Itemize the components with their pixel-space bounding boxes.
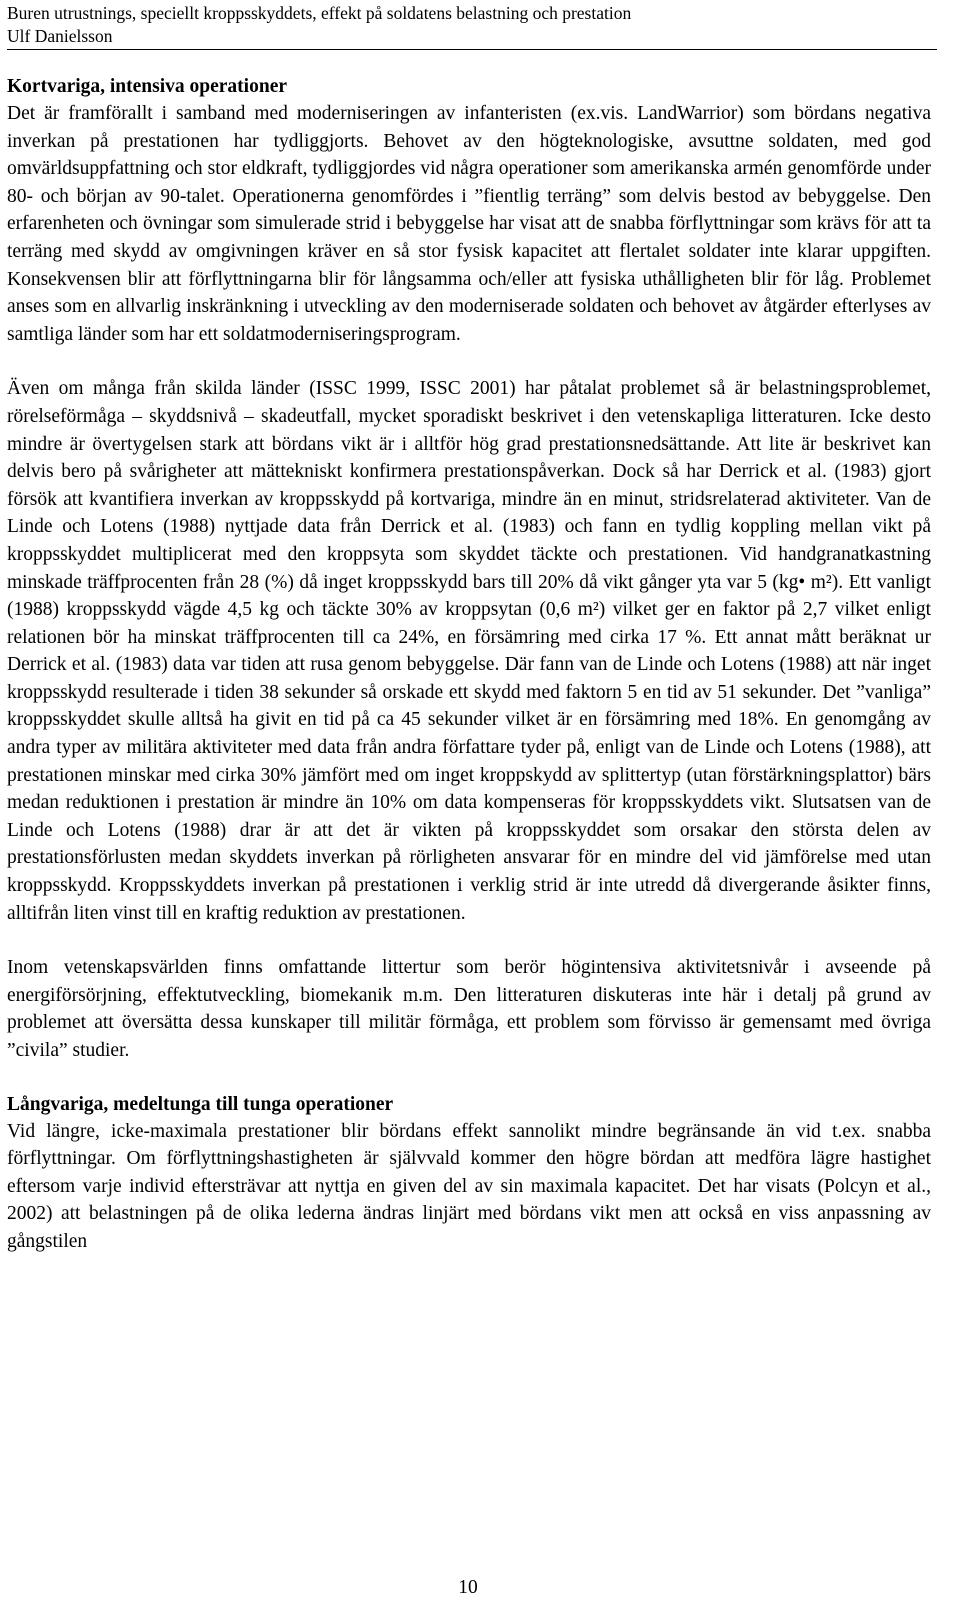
paragraph-body-armour-effects: Även om många från skilda länder (ISSC 1999, ISSC 2001) har påtalat problemet så är belastningsproblemet, rörelseförmåga – skyddsnivå – skadeutfall, mycket sporadiskt beskrivet i den vetenskapliga litteraturen. Icke desto mindre är övertygelsen stark att bördans vikt är i alltför hög grad prestationsnedsättande. Att lite är beskrivet kan delvis bero på svårigheter att mättekniskt konfirmera prestationspåverkan. Dock så har Derrick et al. (1983) gjort försök att kvantifiera inverkan av kroppsskydd på kortvariga, mindre än en minut, stridsrelaterad aktiviteter. Van de Linde och Lotens (1988) nyttjade data från Derrick et al. (1983) och fann en tydlig koppling mellan vikt på kroppsskyddet multiplicerat med den kroppsyta som skyddet täckte och prestationen. Vid handgranatkastning minskade träffprocenten från 28 (%) då inget kroppsskydd bars till 20% då vikt gånger yta var 5 (kg• m²). Ett vanligt (1988) kroppsskydd vägde 4,5 kg och täckte 30% av kroppsytan (0,6 m²) vilket ger en faktor på 2,7 vilket enligt relationen bör ha minskat träffprocenten till ca 24%, en försämring med cirka 17 %. Ett annat mått beräknat ur Derrick et al. (1983) data var tiden att rusa genom bebyggelse. Där fann van de Linde och Lotens (1988) att när inget kroppsskydd resulterade i tiden 38 sekunder så orskade ett skydd med faktorn 5 en tid av 51 sekunder. Det ”vanliga” kroppsskyddet skulle alltså ha givit en tid på ca 45 sekunder vilket är en försämring med 18%. En genomgång av andra typer av militära aktiviteter med data från andra författare tyder på, enligt van de Linde och Lotens (1988), att prestationen minskar med cirka 30% jämfört med om inget kroppskydd av splittertyp (utan förstärkningsplattor) bärs medan reduktionen i prestation är mindre än 10% om data kompenseras för kroppsskyddets vikt. Slutsatsen van de Linde och Lotens (1988) drar är att det är vikten på kroppsskyddet som orsakar den största delen av prestationsförlusten medan skyddets inverkan på rörligheten ansvarar för en mindre del vid jämförelse med utan kroppsskydd. Kroppsskyddets inverkan på prestationen i verklig strid är inte utredd då divergerande åsikter finns, alltifrån liten vinst till en kraftig reduktion av prestationen. bbox=[7, 378, 931, 924]
paragraph-scientific-literature: Inom vetenskapsvärlden finns omfattande littertur som berör högintensiva aktivitetsnivår i avseende på energiförsörjning, effektutveckling, biomekanik m.m. Den litteraturen diskuteras inte här i detalj på grund av problemet att översätta dessa kunskaper till militär förmåga, ett problem som förvisso är gemensamt med övriga ”civila” studier. bbox=[7, 957, 931, 1061]
document-author: Ulf Danielsson bbox=[7, 26, 113, 46]
running-header bbox=[7, 2, 947, 48]
section-heading-long-operations: Långvariga, medeltunga till tunga operationer bbox=[7, 1093, 394, 1115]
paragraph-long-operations: Vid längre, icke-maximala prestationer blir bördans effekt sannolikt mindre begränsande än vid t.ex. snabba förflyttningar. Om förflyttningshastigheten är självvald kommer den högre bördan att medföra lägre hastighet eftersom varje individ eftersträvar att nyttja en given del av sin maximala kapacitet. Det har visats (Polcyn et al., 2002) att belastningen på de olika lederna ändras linjärt med bördans vikt men att också en viss anpassning av gångstilen bbox=[7, 1120, 931, 1252]
paragraph-modernisation: Det är framförallt i samband med moderniseringen av infanteristen (ex.vis. LandWarrior) som bördans negativa inverkan på prestationen har tydliggjorts. Behovet av den högteknologiske, avsuttne soldaten, med god omvärldsuppfattning och stor eldkraft, tydliggjordes vid några operationer som amerikanska armén genomförde under 80- och början av 90-talet. Operationerna genomfördes i ”fientlig terräng” som delvis bestod av bebyggelse. Den erfarenheten och övningar som simulerade strid i bebyggelse har visat att de snabba förflyttningar som krävs för att ta terräng med skydd av omgivningen kräver en så stor fysisk kapacitet att flertalet soldater inte klarar uppgiften. Konsekvensen blir att förflyttningarna blir för långsamma och/eller att fysiska uthålligheten blir för låg. Problemet anses som en allvarlig inskränkning i utveckling av den moderniserade soldaten och behovet av åtgärder efterlyses av samtliga länder som har ett soldatmoderniseringsprogram. bbox=[7, 103, 931, 345]
document-title: Buren utrustnings, speciellt kroppsskyddets, effekt på soldatens belastning och prestation bbox=[7, 3, 632, 23]
section-heading-short-operations: Kortvariga, intensiva operationer bbox=[7, 76, 287, 97]
page-body bbox=[7, 73, 931, 1256]
header-divider bbox=[7, 49, 937, 50]
page-number: 10 bbox=[458, 1577, 478, 1598]
